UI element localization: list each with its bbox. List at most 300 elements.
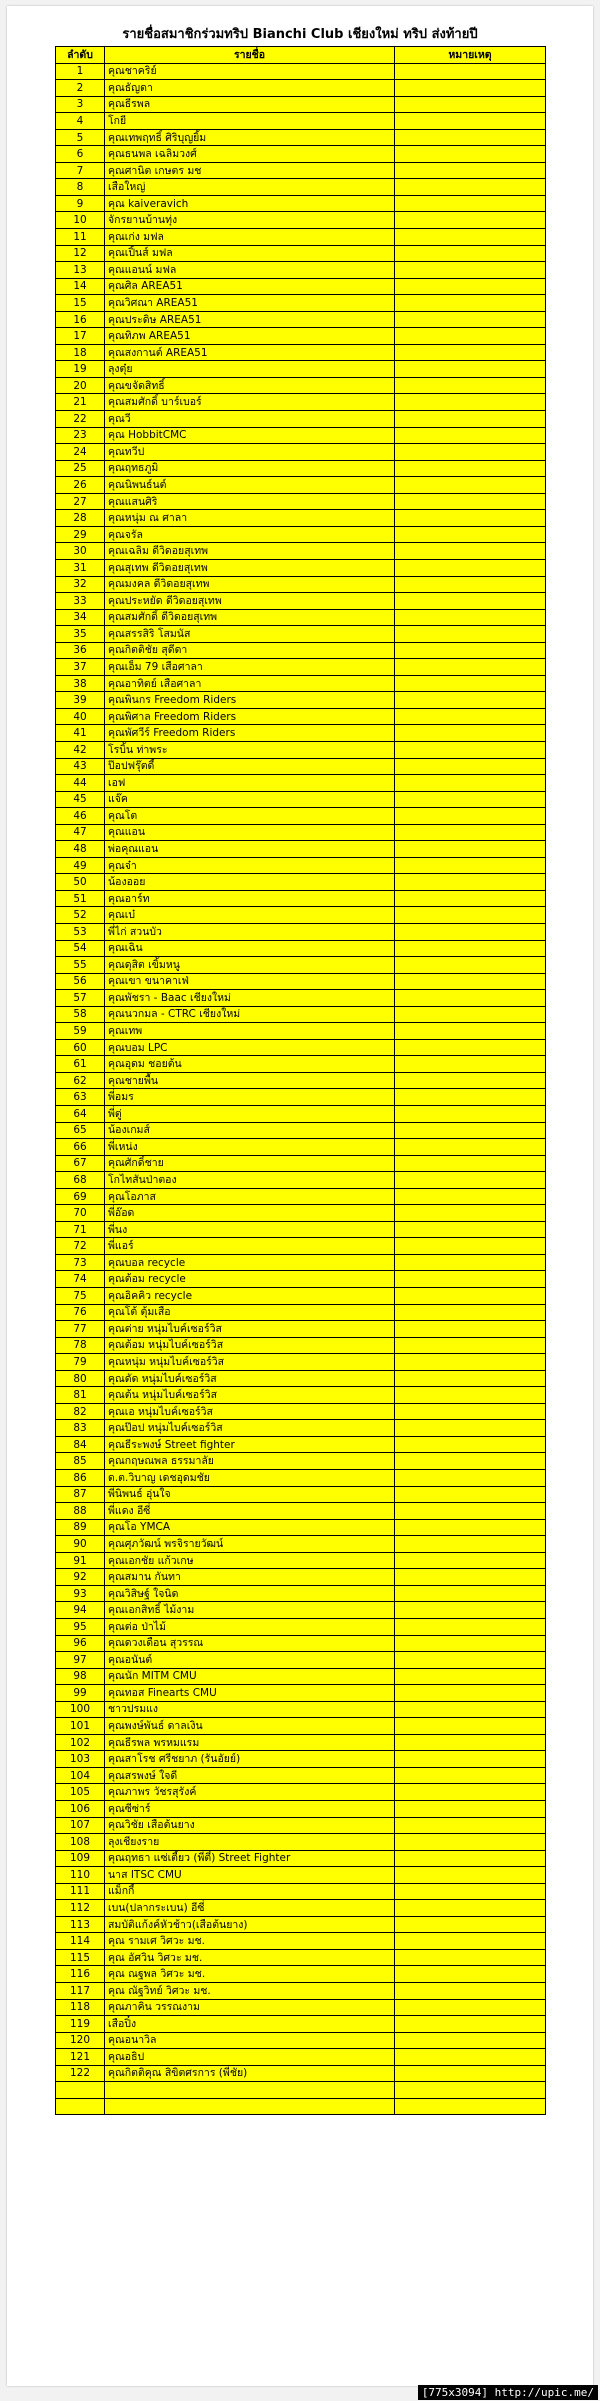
member-name: สมบัติแก้งค์หัวช้าว(เสือต้นยาง) [105,1916,395,1933]
row-number: 5 [56,129,105,146]
member-name: คุณอธิป [105,2049,395,2066]
member-name: ลุงเชียงราย [105,1834,395,1851]
member-name: คุณศิล AREA51 [105,278,395,295]
table-row [56,1668,546,1685]
table-row [56,1188,546,1205]
member-name: คุณกิตติคุณ สิขิตศรการ (พี่ชัย) [105,2065,395,2082]
member-note [395,907,546,924]
table-row [56,1999,546,2016]
row-number: 50 [56,874,105,891]
member-name: คุณบอล recycle [105,1254,395,1271]
member-note [395,1420,546,1437]
member-name: คุณอนาวิล [105,2032,395,2049]
member-note [395,328,546,345]
row-number: 55 [56,957,105,974]
table-row [56,1734,546,1751]
member-note [395,526,546,543]
row-number: 81 [56,1387,105,1404]
member-note [395,593,546,610]
member-name: คุณฤทธา แซ่เตี้ยว (พี่ตี๋) Street Fighter [105,1850,395,1867]
table-row [56,642,546,659]
row-number: 19 [56,361,105,378]
member-name: คุณหนุ่ม ณ ศาลา [105,510,395,527]
member-name: คุณนวกมล - CTRC เชียงใหม่ [105,1006,395,1023]
table-row [56,444,546,461]
member-note [395,1685,546,1702]
row-number: 53 [56,923,105,940]
table-row [56,1751,546,1768]
member-note [395,2032,546,2049]
row-number: 36 [56,642,105,659]
table-row [56,990,546,1007]
member-note [395,1668,546,1685]
member-name: คุณพัชรา - Baac เชียงใหม่ [105,990,395,1007]
member-note [395,344,546,361]
row-number: 62 [56,1072,105,1089]
member-name: คุณ รามเศ วิศวะ มช. [105,1933,395,1950]
row-number: 122 [56,2065,105,2082]
member-note [395,775,546,792]
row-number: 29 [56,526,105,543]
table-row [56,874,546,891]
spreadsheet-page [7,6,593,2386]
member-name: คุณอิคคิว recycle [105,1288,395,1305]
member-note [395,179,546,196]
row-number: 35 [56,626,105,643]
member-name: คุณภาคิน วรรณงาม [105,1999,395,2016]
member-note [395,1900,546,1917]
member-note [395,311,546,328]
table-row [56,477,546,494]
row-number: 26 [56,477,105,494]
row-number: 110 [56,1867,105,1884]
member-name: คุณธนพล เฉลิมวงศ์ [105,146,395,163]
table-row [56,1453,546,1470]
member-name: คุณจรัล [105,526,395,543]
row-number: 52 [56,907,105,924]
table-row [56,146,546,163]
member-note [395,1337,546,1354]
row-number: 65 [56,1122,105,1139]
member-note [395,1652,546,1669]
table-row [56,427,546,444]
member-name: แม็กกี้ [105,1883,395,1900]
row-number: 58 [56,1006,105,1023]
row-number: 16 [56,311,105,328]
table-row [56,1834,546,1851]
header-number: ลำดับ [56,47,105,64]
row-number: 118 [56,1999,105,2016]
row-number: 25 [56,460,105,477]
table-row [56,973,546,990]
member-name: คุณ ณฐพล วิศวะ มช. [105,1966,395,1983]
table-row [56,824,546,841]
row-number: 31 [56,559,105,576]
member-note [395,609,546,626]
member-note [395,626,546,643]
table-row [56,775,546,792]
table-row [56,80,546,97]
row-number: 34 [56,609,105,626]
table-row [56,1106,546,1123]
member-name: คุณสงกานต์ AREA51 [105,344,395,361]
row-number: 91 [56,1552,105,1569]
member-name: คุณจ๋า [105,857,395,874]
row-number: 59 [56,1023,105,1040]
row-number: 115 [56,1949,105,1966]
row-number: 78 [56,1337,105,1354]
member-name: คุณหนุ่ม หนุ่มไบค์เซอร์วิส [105,1354,395,1371]
member-note [395,162,546,179]
row-number: 56 [56,973,105,990]
table-row [56,692,546,709]
member-name: คุณประดิษ AREA51 [105,311,395,328]
table-row [56,229,546,246]
row-number: 86 [56,1470,105,1487]
table-row [56,1370,546,1387]
table-row [56,245,546,262]
member-name: คุณประหยัด ดีวิดอยสุเทพ [105,593,395,610]
member-name: พี่ไก่ สวนบัว [105,923,395,940]
member-note [395,1436,546,1453]
row-number: 93 [56,1585,105,1602]
member-name: คุณวิสิษฐ์ ใจนิด [105,1585,395,1602]
table-row [56,1949,546,1966]
table-row [56,2065,546,2082]
row-number: 44 [56,775,105,792]
table-row [56,957,546,974]
table-row [56,1221,546,1238]
table-row [56,1718,546,1735]
member-note [395,708,546,725]
member-name: คุณแสนศิริ [105,493,395,510]
table-row [56,890,546,907]
row-number: 17 [56,328,105,345]
row-number: 60 [56,1039,105,1056]
table-row [56,1784,546,1801]
member-note [395,1254,546,1271]
member-name: เอฟ [105,775,395,792]
member-note [395,543,546,560]
row-number: 15 [56,295,105,312]
member-note [395,278,546,295]
row-number: 107 [56,1817,105,1834]
member-note [395,973,546,990]
member-name: คุณธัญดา [105,80,395,97]
row-number: 68 [56,1172,105,1189]
member-name: คุณ อัศวิน วิศวะ มช. [105,1949,395,1966]
member-name: คุณเทพ [105,1023,395,1040]
member-note [395,1354,546,1371]
member-note [395,1006,546,1023]
row-number: 102 [56,1734,105,1751]
row-number: 108 [56,1834,105,1851]
table-row [56,1387,546,1404]
row-number: 97 [56,1652,105,1669]
table-row [56,278,546,295]
table-row [56,179,546,196]
member-name: คุณนัก MITM CMU [105,1668,395,1685]
member-note [395,1503,546,1520]
member-name: นาส ITSC CMU [105,1867,395,1884]
member-note [395,1635,546,1652]
row-number: 63 [56,1089,105,1106]
member-table [55,46,546,2115]
member-name: คุณพัศวีร์ Freedom Riders [105,725,395,742]
row-number: 89 [56,1519,105,1536]
row-number [56,2098,105,2115]
table-row [56,1850,546,1867]
table-row [56,1056,546,1073]
member-name: คุณเฉิน [105,940,395,957]
row-number: 79 [56,1354,105,1371]
member-note [395,841,546,858]
row-number: 57 [56,990,105,1007]
member-name: คุณอาร์ท [105,890,395,907]
table-row [56,1470,546,1487]
row-number: 48 [56,841,105,858]
member-note [395,477,546,494]
row-number: 8 [56,179,105,196]
member-note [395,2065,546,2082]
table-row [56,808,546,825]
member-note [395,96,546,113]
member-name: เสือใหญ่ [105,179,395,196]
row-number: 67 [56,1155,105,1172]
member-note [395,394,546,411]
table-row [56,1403,546,1420]
member-note [395,377,546,394]
member-name: คุณสุเทพ ดีวิดอยสุเทพ [105,559,395,576]
member-name: คุณซีซ่าร์ [105,1800,395,1817]
table-row [56,1536,546,1553]
row-number: 120 [56,2032,105,2049]
row-number: 92 [56,1569,105,1586]
row-number: 7 [56,162,105,179]
row-number: 94 [56,1602,105,1619]
row-number: 33 [56,593,105,610]
table-row [56,1966,546,1983]
member-note [395,63,546,80]
row-number: 22 [56,411,105,428]
row-number: 90 [56,1536,105,1553]
table-row [56,162,546,179]
table-row [56,377,546,394]
table-row [56,1817,546,1834]
row-number: 74 [56,1271,105,1288]
row-number: 83 [56,1420,105,1437]
row-number: 32 [56,576,105,593]
row-number: 14 [56,278,105,295]
member-name: พี่เหน่ง [105,1139,395,1156]
table-row [56,1321,546,1338]
member-name: คุณ ณัฐวิทย์ วิศวะ มช. [105,1982,395,1999]
member-name: คุณเอกชัย แก้วเกษ [105,1552,395,1569]
member-note [395,1304,546,1321]
header-row [56,47,546,64]
member-note [395,1089,546,1106]
member-note [395,1966,546,1983]
row-number: 116 [56,1966,105,1983]
member-name: คุณเก่ง มฟล [105,229,395,246]
member-note [395,1552,546,1569]
row-number: 30 [56,543,105,560]
row-number: 18 [56,344,105,361]
table-row [56,857,546,874]
table-row [56,493,546,510]
row-number: 114 [56,1933,105,1950]
member-name: พี่นิพนธ์ อุ่นใจ [105,1486,395,1503]
row-number: 109 [56,1850,105,1867]
table-row [56,344,546,361]
row-number: 87 [56,1486,105,1503]
member-name: พี่ตู่ [105,1106,395,1123]
member-note [395,1453,546,1470]
table-row [56,411,546,428]
member-name: คุณเอกสิทธิ์ ไม้งาม [105,1602,395,1619]
member-note [395,808,546,825]
member-note [395,1519,546,1536]
header-note: หมายเหตุ [395,47,546,64]
member-note [395,1867,546,1884]
member-note [395,493,546,510]
member-note [395,1618,546,1635]
table-row [56,791,546,808]
member-note [395,1470,546,1487]
member-name: คุณภาพร วัชรสุรังค์ [105,1784,395,1801]
row-number: 20 [56,377,105,394]
table-row [56,361,546,378]
table-row [56,1288,546,1305]
row-number: 119 [56,2016,105,2033]
member-note [395,1172,546,1189]
table-row [56,1933,546,1950]
table-row [56,1552,546,1569]
member-note [395,1072,546,1089]
table-row [56,543,546,560]
member-note [395,940,546,957]
row-number: 69 [56,1188,105,1205]
row-number: 11 [56,229,105,246]
member-note [395,874,546,891]
table-row [56,1155,546,1172]
member-note [395,2049,546,2066]
row-number: 51 [56,890,105,907]
row-number: 39 [56,692,105,709]
row-number: 111 [56,1883,105,1900]
row-number: 98 [56,1668,105,1685]
member-note [395,427,546,444]
table-row [56,1023,546,1040]
member-note [395,113,546,130]
table-row [56,1800,546,1817]
row-number: 40 [56,708,105,725]
row-number: 24 [56,444,105,461]
table-row [56,1767,546,1784]
header-name: รายชื่อ [105,47,395,64]
member-name: คุณสาโรช ศรีชยาภ (รันอัยย์) [105,1751,395,1768]
table-row [56,1039,546,1056]
table-row [56,1883,546,1900]
member-name: คุณชาคริย์ [105,63,395,80]
member-note [395,1767,546,1784]
member-name [105,2098,395,2115]
member-name: คุณธีระพงษ์ Street fighter [105,1436,395,1453]
member-note [395,1569,546,1586]
member-name: คุณเฉลิม ดีวิดอยสุเทพ [105,543,395,560]
member-note [395,1817,546,1834]
member-name: คุณ HobbitCMC [105,427,395,444]
member-note [395,1784,546,1801]
member-note [395,1800,546,1817]
row-number: 10 [56,212,105,229]
table-row [56,609,546,626]
member-name: คุณนิพนธ์นต์ [105,477,395,494]
member-note [395,80,546,97]
member-name: ป๊อปฟรุ๊ตดี้ [105,758,395,775]
member-name: คุณสมศักดิ์ ดีวิดอยสุเทพ [105,609,395,626]
table-row [56,758,546,775]
member-note [395,2016,546,2033]
row-number: 72 [56,1238,105,1255]
member-note [395,824,546,841]
member-note [395,1188,546,1205]
table-row [56,96,546,113]
member-note [395,1949,546,1966]
row-number: 112 [56,1900,105,1917]
row-number: 88 [56,1503,105,1520]
table-row [56,1618,546,1635]
member-note [395,1271,546,1288]
row-number: 61 [56,1056,105,1073]
member-note [395,361,546,378]
row-number: 71 [56,1221,105,1238]
member-note [395,262,546,279]
member-name: โกไทสันป่าตอง [105,1172,395,1189]
member-note [395,576,546,593]
member-name: คุณวิศณา AREA51 [105,295,395,312]
member-name: น้องออย [105,874,395,891]
member-note [395,1106,546,1123]
table-row [56,2049,546,2066]
row-number: 3 [56,96,105,113]
table-row [56,1139,546,1156]
member-note [395,692,546,709]
row-number: 73 [56,1254,105,1271]
member-name: คุณทอส Finearts CMU [105,1685,395,1702]
table-row [56,1569,546,1586]
row-number: 37 [56,659,105,676]
member-name: คุณต้น หนุ่มไบค์เซอร์วิส [105,1387,395,1404]
member-name: คุณทิภพ AREA51 [105,328,395,345]
table-row [56,195,546,212]
table-row [56,659,546,676]
row-number: 95 [56,1618,105,1635]
member-note [395,460,546,477]
member-note [395,890,546,907]
member-name: คุณแอนน์ มฟล [105,262,395,279]
table-row [56,1420,546,1437]
table-row [56,1519,546,1536]
table-row [56,526,546,543]
member-name: คุณต้อม หนุ่มไบค์เซอร์วิส [105,1337,395,1354]
member-note [395,1205,546,1222]
member-name: จักรยานบ้านทุ่ง [105,212,395,229]
member-name: คุณเปิ้นส์ มฟล [105,245,395,262]
row-number: 28 [56,510,105,527]
member-name: คุณธีรพล พรหมแรม [105,1734,395,1751]
member-note [395,295,546,312]
